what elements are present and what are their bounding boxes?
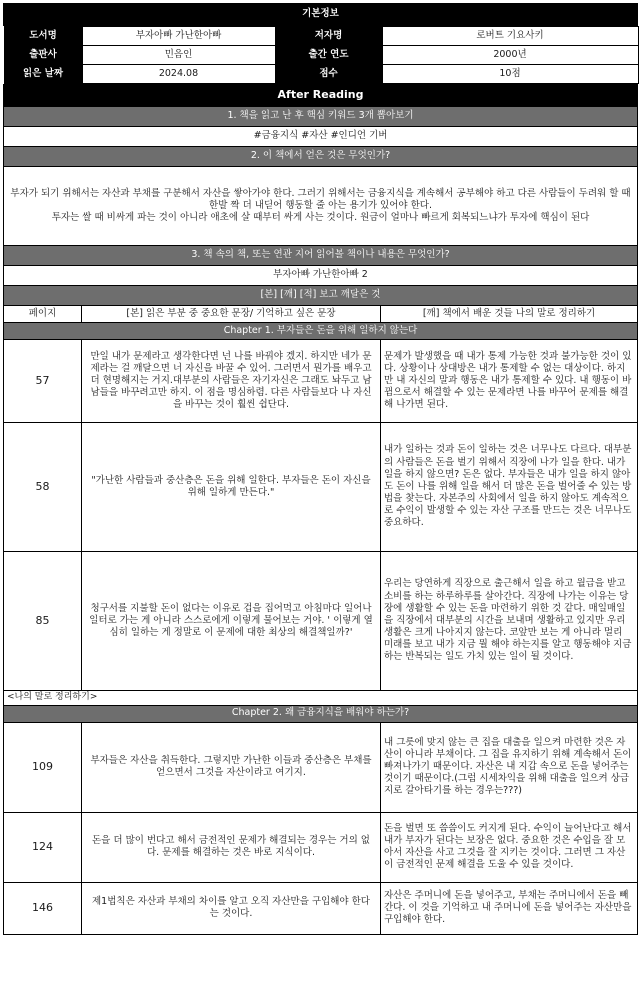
- question-3: 3. 책 속의 책, 또는 연관 지어 읽어볼 책이나 내용은 무엇인가?: [4, 246, 638, 266]
- page-number: 57: [4, 340, 82, 423]
- answer-2-line-2: 투자는 쌀 때 비싸게 파는 것이 아니라 애초에 살 때부터 싸게 사는 것이다. 원금이 얼마나 빠르게 회복되느냐가 투자에 핵심이 된다: [51, 212, 590, 224]
- quote-text: "가난한 사람들과 중산층은 돈을 위해 일한다. 부자들은 돈이 자신을 위해 일하게 만든다.": [82, 423, 381, 552]
- quote-text: 만일 내가 문제라고 생각한다면 넌 나를 바꿔야 겠지. 하지만 네가 문제라는 걸 깨달으면 너 자신을 바꿀 수 있어. 그러면서 뭔가를 배우고 더 현명해지는 거지.대부분의 사람들은 자기자신은 그래도 놔두고 남 남들을 바꾸려고만 하지. 이 점을 명심하렴. 다른 사람들보다 나 자신을 바꾸는 것이 훨씬 쉽단다.: [82, 340, 381, 423]
- answer-2-line-1: 부자가 되기 위해서는 자산과 부채를 구분해서 자산을 쌓아가야 한다. 그러기 위해서는 금융지식을 계속해서 공부해야 하고 다른 사람들이 두려워 할 때 한발 짝 더 내딛어 행동할 줄 아는 용기가 있어야 한다.: [10, 187, 631, 211]
- column-header-kkae: [깨] 책에서 배운 것들 나의 말로 정리하기: [381, 306, 638, 323]
- note-text: 문제가 발생했을 때 내가 통제 가능한 것과 불가능한 것이 있다. 상황이나 상대방은 내가 통제할 수 없는 대상이다. 하지만 내 자신의 말과 행동은 내가 통제할 수 있다. 내 행동이 바뀜으로서 해결할 수 있는 문제라면 나를 바꾸어 문제를 해결해 나가면 된다.: [381, 340, 638, 423]
- quote-text: 부자들은 자산을 취득한다. 그렇지만 가난한 이들과 중산층은 부채를 얻으면서 그것을 자산이라고 여기지.: [82, 722, 381, 812]
- publisher-value: 민음인: [82, 46, 275, 65]
- page-number: 124: [4, 812, 82, 882]
- note-text: 내가 일하는 것과 돈이 일하는 것은 너무나도 다르다. 대부분의 사람들은 돈을 벌기 위해서 직장에 나가 일을 한다. 내가 일을 하지 않으면? 돈은 없다. 부자들은 내가 일을 하지 않아도 돈이 나를 위해 일을 해서 더 많은 돈을 벌어줄 수 있는 방법을 찾는다. 자본주의 사회에서 일을 하지 않아도 계속적으로 수익이 발생할 수 있는 자산 구조를 만드는 것은 너무나도 중요하다.: [381, 423, 638, 552]
- page-number: 58: [4, 423, 82, 552]
- answer-3: 부자아빠 가난한아빠 2: [4, 266, 638, 286]
- quote-text: 청구서를 지불할 돈이 없다는 이유로 겁을 집어먹고 아침마다 일어나 일터로 가는 게 아니라 스스로에게 이렇게 물어보는 거야. ' 이렇게 열심히 일하는 게 정말로 이 문제에 대한 최상의 해결책일까?': [82, 552, 381, 691]
- quote-text: 제1법칙은 자산과 부채의 차이를 알고 오직 자산만을 구입해야 한다는 것이다.: [82, 882, 381, 934]
- table-row: [4, 340, 638, 423]
- read-date-label: 읽은 날짜: [4, 65, 82, 84]
- chapter-2-title: Chapter 2. 왜 금융지식을 배워야 하는가?: [4, 705, 638, 722]
- note-text: 돈을 벌면 또 씀씀이도 커지게 된다. 수익이 늘어난다고 해서 내가 부자가 된다는 보장은 없다. 중요한 것은 수입을 잘 모아서 자산을 사고 그것을 잘 지키는 것이다. 그러면 그 자산이 금전적인 문제 해결을 도울 수 있을 것이다.: [381, 812, 638, 882]
- author-value: 로버트 기요사키: [382, 27, 638, 46]
- page-number: 146: [4, 882, 82, 934]
- chapter-1-title: Chapter 1. 부자들은 돈을 위해 일하지 않는다: [4, 323, 638, 340]
- read-date-value: 2024.08: [82, 65, 275, 84]
- basic-info-header: 기본정보: [4, 4, 638, 26]
- score-label: 점수: [275, 65, 382, 84]
- question-2: 2. 이 책에서 얻은 것은 무엇인가?: [4, 147, 638, 167]
- answer-2: [4, 167, 638, 246]
- answer-1-keywords: #금융지식 #자산 #인디언 기버: [4, 127, 638, 147]
- page-number: 85: [4, 552, 82, 691]
- score-value: 10점: [382, 65, 638, 84]
- book-title-value: 부자아빠 가난한아빠: [82, 27, 275, 46]
- column-header-bon: [본] 읽은 부분 중 중요한 문장/ 기억하고 싶은 문장: [82, 306, 381, 323]
- table-row: [4, 552, 638, 691]
- my-note-label: <나의 말로 정리하기>: [4, 691, 638, 706]
- question-1: 1. 책을 읽고 난 후 핵심 키워드 3개 뽑아보기: [4, 107, 638, 127]
- note-text: 내 그릇에 맞지 않는 큰 집을 대출을 일으켜 마련한 것은 자산이 아니라 부채이다. 그 집을 유지하기 위해 계속해서 돈이 빠져나가기 때문이다. 자산은 내 지갑 속으로 돈을 넣어주는 것이기 때문이다.(그럼 시세차익을 위해 대출을 일으켜 상급지로 갈아타기를 하는 경우는???): [381, 722, 638, 812]
- basic-info-grid: [4, 26, 639, 84]
- author-label: 저자명: [275, 27, 382, 46]
- bon-kkae-jeok-title: [본] [깨] [적] 보고 깨달은 것: [4, 286, 638, 306]
- table-row: [4, 812, 638, 882]
- publish-year-label: 출간 연도: [275, 46, 382, 65]
- quote-text: 돈을 더 많이 번다고 해서 금전적인 문제가 해결되는 경우는 거의 없다. 문제를 해결하는 것은 바로 지식이다.: [82, 812, 381, 882]
- page-number: 109: [4, 722, 82, 812]
- column-header-page: 페이지: [4, 306, 82, 323]
- table-row: [4, 882, 638, 934]
- book-title-label: 도서명: [4, 27, 82, 46]
- after-reading-header: After Reading: [4, 85, 638, 107]
- book-report-sheet: [3, 3, 638, 935]
- table-row: [4, 722, 638, 812]
- note-text: 자산은 주머니에 돈을 넣어주고, 부채는 주머니에서 돈을 빼간다. 이 것을 기억하고 내 주머니에 돈을 넣어주는 자산만을 구입해야 한다.: [381, 882, 638, 934]
- publish-year-value: 2000년: [382, 46, 638, 65]
- note-text: 우리는 당연하게 직장으로 출근해서 일을 하고 월급을 받고 소비를 하는 하루하루를 살아간다. 직장에 나가는 이유는 당장에 생활할 수 있는 돈을 마련하기 위한 것 같다. 매일매일을 직장에서 대부분의 시간을 보내며 생활하고 있지만 우리 생활은 크게 나아지지 않는다. 코앞만 보는 게 아니라 멀리 미래를 보고 내가 지금 뭘 해야 하는지를 알고 행동해야 지금 하는 반복되는 일도 가치 있는 일이 될 것이다.: [381, 552, 638, 691]
- table-row: [4, 423, 638, 552]
- publisher-label: 출판사: [4, 46, 82, 65]
